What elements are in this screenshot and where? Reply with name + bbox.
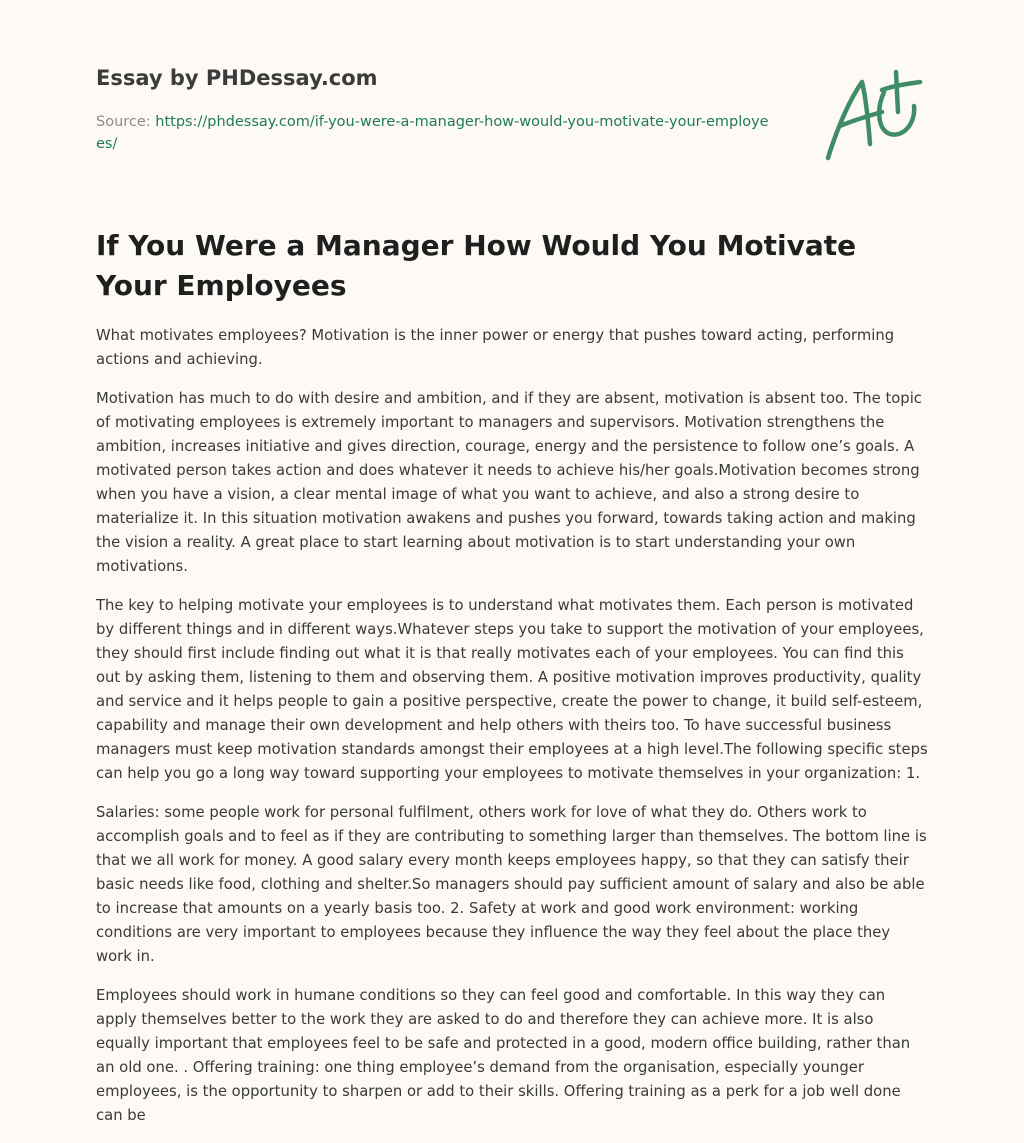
essay-title: If You Were a Manager How Would You Motivate Your Employees xyxy=(96,229,857,302)
a-plus-grade-icon xyxy=(822,68,926,164)
logo-a-right-stroke xyxy=(862,82,870,144)
source-link[interactable]: https://phdessay.com/if-you-were-a-manager-how-would-you-motivate-your-employees/ xyxy=(96,114,769,152)
logo-plus-vertical xyxy=(896,72,898,112)
essay-paragraph: What motivates employees? Motivation is the inner power or energy that pushes toward acting, performing actions and achieving. xyxy=(96,327,895,368)
source-label: Source: xyxy=(96,114,151,130)
logo-plus-horizontal xyxy=(882,82,920,90)
site-brand: Essay by PHDessay.com xyxy=(96,66,378,90)
essay-paragraph: Salaries: some people work for personal fulfilment, others work for love of what they do. Others work to accomplish goals and to feel as if they are contributing to something larger than themselves. The bottom line is that we all work for money. A good salary every month keeps employees happy, so that they can satisfy their basic needs like food, clothing and shelter.So managers should pay sufficient amount of salary and also be able to increase that amounts on a yearly basis too. 2. Safety at work and good work environment: working conditions are very important to employees because they influence the way they feel about the place they work in. xyxy=(96,804,927,965)
source-line xyxy=(96,111,776,155)
essay-paragraph: Employees should work in humane conditions so they can feel good and comfortable. In this way they can apply themselves better to the work they are asked to do and therefore they can achieve more. It is also equally important that employees feel to be safe and protected in a good, modern office building, rather than an old one. . Offering training: one thing employee’s demand from the organisation, especially younger employees, is the opportunity to sharpen or add to their skills. Offering training as a perk for a job well done can be xyxy=(96,987,911,1124)
essay-paragraph: The key to helping motivate your employees is to understand what motivates them. Each person is motivated by different things and in different ways.Whatever steps you take to support the motivation of your employees, they should first include finding out what it is that really motivates each of your employees. You can find this out by asking them, listening to them and observing them. A positive motivation improves productivity, quality and service and it helps people to gain a positive perspective, create the power to change, it build self-esteem, capability and manage their own development and help others with theirs too. To have successful business managers must keep motivation standards amongst their employees at a high level.The following specific steps can help you go a long way toward supporting your employees to motivate themselves in your organization: 1. xyxy=(96,597,928,782)
essay-paragraph: Motivation has much to do with desire and ambition, and if they are absent, motivation is absent too. The topic of motivating employees is extremely important to managers and supervisors. Motivation strengthens the ambition, increases initiative and gives direction, courage, energy and the persistence to follow one’s goals. A motivated person takes action and does whatever it needs to achieve his/her goals.Motivation becomes strong when you have a vision, a clear mental image of what you want to achieve, and also a strong desire to materialize it. In this situation motivation awakens and pushes you forward, towards taking action and making the vision a reality. A great place to start learning about motivation is to start understanding your own motivations. xyxy=(96,390,922,575)
essay-body xyxy=(96,324,930,1143)
